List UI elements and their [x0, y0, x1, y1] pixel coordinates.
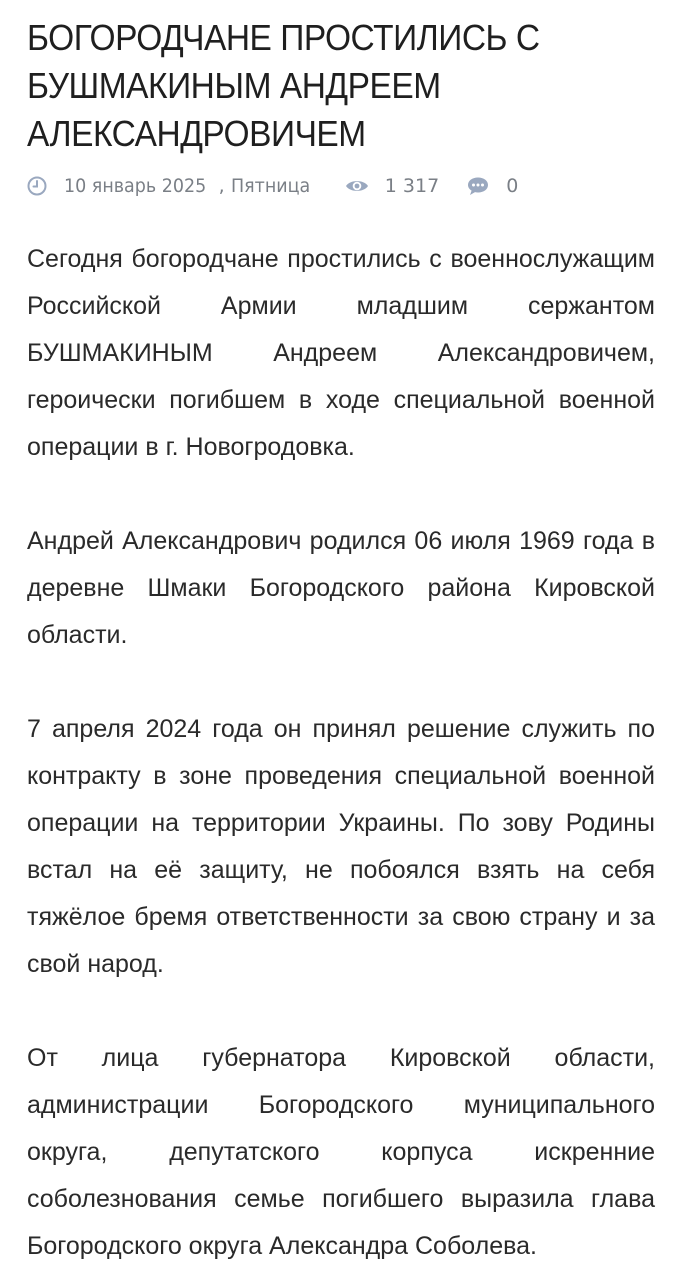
article-paragraph: Сегодня богородчане простились с военнослужащим Российской Армии младшим сержантом БУШМАКИНЫМ Андреем Александровичем, героически погибшем в ходе специальной военной операции в г. Новогродовка. — [27, 245, 655, 461]
comments-item[interactable] — [439, 175, 518, 197]
article-paragraph: 7 апреля 2024 года он принял решение служить по контракту в зоне проведения специальной военной операции на территории Украины. По зову Родины встал на её защиту, не побоялся взять на себя тяжёлое бремя ответственности за свою страну и за свой народ. — [27, 715, 655, 978]
article-title: БОГОРОДЧАНЕ ПРОСТИЛИСЬ С БУШМАКИНЫМ АНДРЕЕМ АЛЕКСАНДРОВИЧЕМ — [27, 17, 540, 154]
article-paragraph: От лица губернатора Кировской области, администрации Богородского муниципального округа, депутатского корпуса искренние соболезнования семье погибшего выразила глава Богородского округа Александра Соболева. — [27, 1044, 655, 1260]
eye-icon — [345, 178, 369, 194]
article-meta — [27, 170, 518, 202]
article-body — [27, 236, 655, 1270]
views-count: 1 317 — [384, 175, 440, 197]
clock-icon — [27, 176, 47, 196]
comments-count: 0 — [506, 175, 519, 197]
date-separator: , — [218, 175, 225, 197]
date-item — [27, 175, 317, 197]
article-paragraph: Андрей Александрович родился 06 июля 1969 года в деревне Шмаки Богородского района Кировской области. — [27, 527, 655, 649]
comment-icon — [467, 176, 489, 196]
article — [27, 0, 655, 1260]
publish-weekday: Пятница — [230, 175, 310, 197]
views-item — [317, 175, 439, 197]
publish-date: 10 январь 2025 — [64, 175, 207, 197]
